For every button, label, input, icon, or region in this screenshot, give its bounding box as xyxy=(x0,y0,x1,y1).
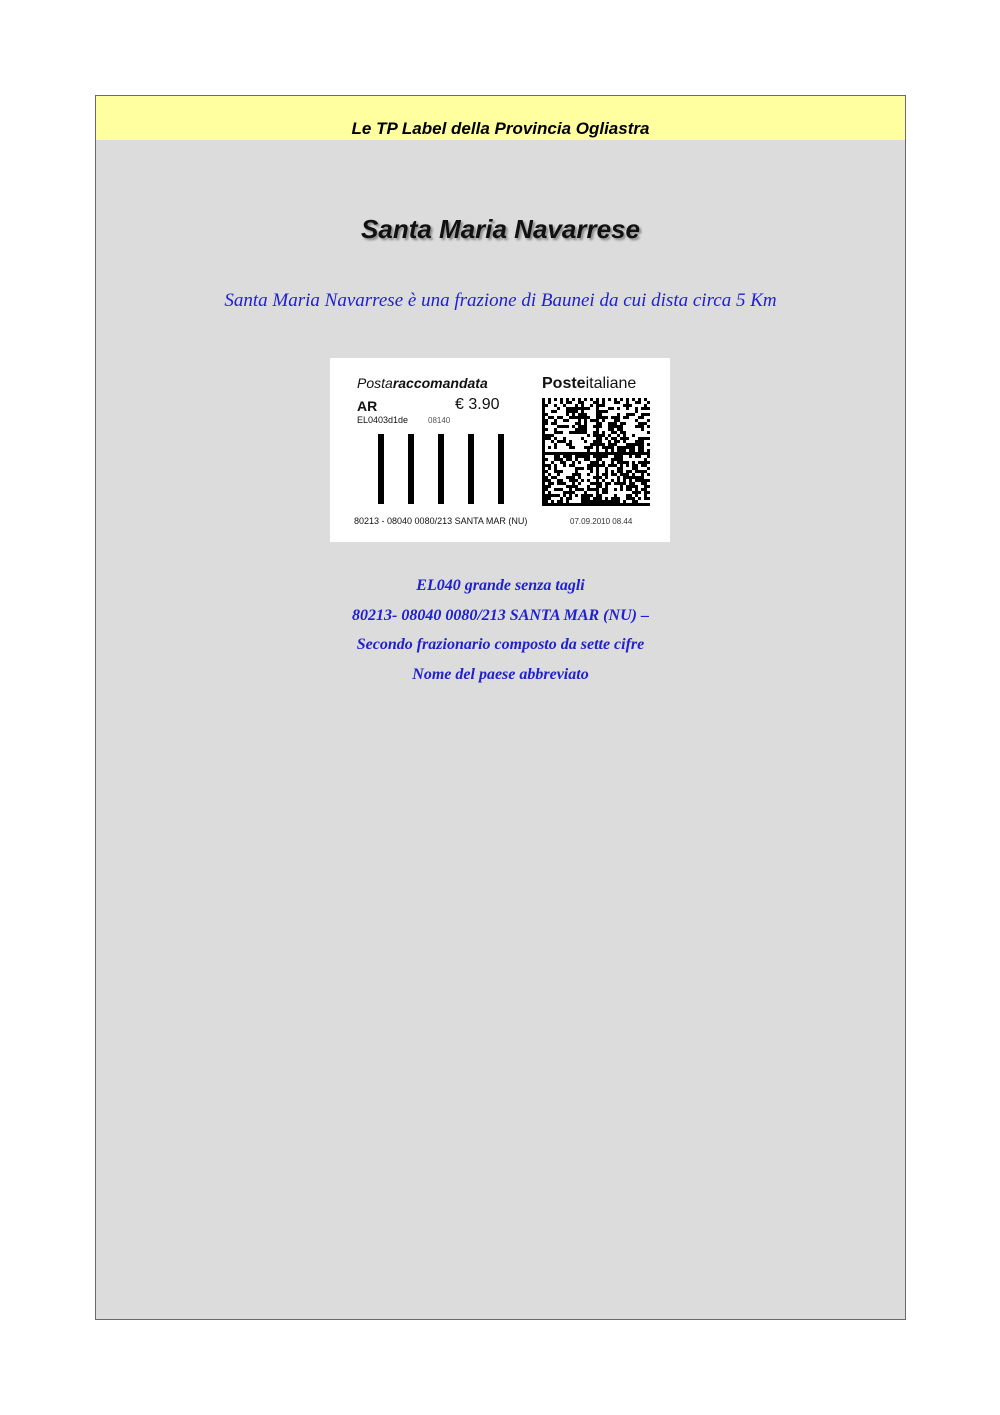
barcode-bar xyxy=(408,434,414,504)
page-frame xyxy=(95,95,906,1320)
note-line: Nome del paese abbreviato xyxy=(412,665,589,683)
label-price: € 3.90 xyxy=(455,396,500,413)
label-code: EL0403d1de xyxy=(357,415,409,425)
header-title: Le TP Label della Provincia Ogliastra xyxy=(351,119,650,138)
note-line: EL040 grande senza tagli xyxy=(416,577,585,594)
page-subtitle: Santa Maria Navarrese è una frazione di Baunei da cui dista circa 5 Km xyxy=(224,290,777,311)
label-ar: AR xyxy=(357,398,378,414)
page-title: Santa Maria Navarrese xyxy=(361,214,640,244)
label-brand xyxy=(542,375,636,393)
label-service-bold: raccomandata xyxy=(392,375,488,391)
barcode-bar xyxy=(378,434,384,504)
barcode-bar xyxy=(438,434,444,504)
barcode-bar xyxy=(468,434,474,504)
label-brand-bold: Poste xyxy=(542,375,586,392)
postage-label-image xyxy=(330,358,670,542)
label-brand-rest: italiane xyxy=(585,375,637,392)
note-line: Secondo frazionario composto da sette cifre xyxy=(356,636,645,653)
label-footer-office: 80213 - 08040 0080/213 SANTA MAR (NU) xyxy=(354,516,528,526)
label-notes xyxy=(96,576,905,694)
label-code-secondary: 08140 xyxy=(428,416,451,425)
barcode-bar xyxy=(498,434,504,504)
label-footer-date: 07.09.2010 08.44 xyxy=(570,517,633,526)
note-line: 80213- 08040 0080/213 SANTA MAR (NU) – xyxy=(352,606,649,624)
datamatrix-code-icon xyxy=(542,398,650,506)
label-service xyxy=(357,375,488,391)
label-service-prefix: Posta xyxy=(357,375,393,391)
